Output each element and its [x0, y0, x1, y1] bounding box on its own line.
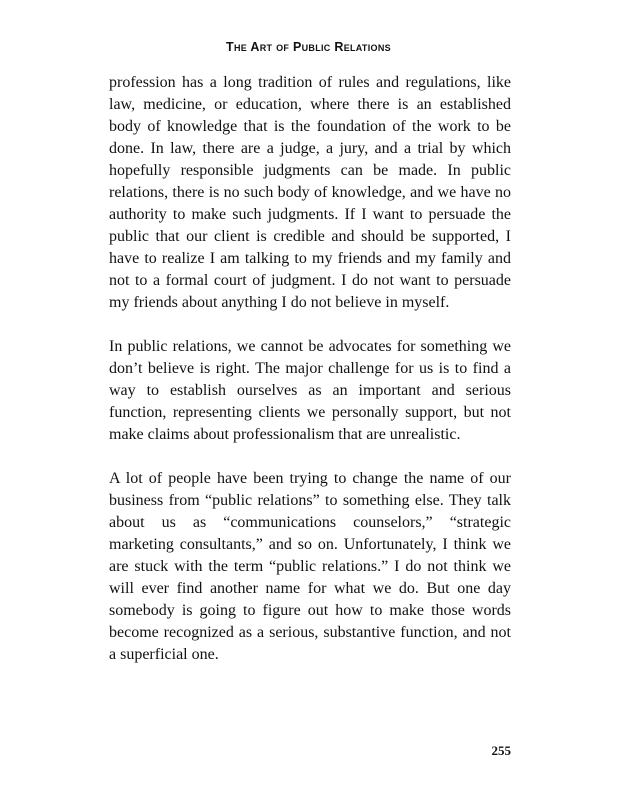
- paragraph-2: In public relations, we cannot be advocates for something we don’t believe is right. The major challenge for us is to find a way to establish ourselves as an important and serious function, representing clients we personally support, but not make claims about professionalism that are unrealistic.: [109, 338, 511, 443]
- page-number: 255: [491, 743, 511, 758]
- running-head: The Art of Public Relations: [226, 40, 391, 54]
- paragraph-3: A lot of people have been trying to change the name of our business from “public relations” to something else. They talk about us as “communications counselors,” “strategic marketing consultants,” and so on. Unfortunately, I think we are stuck with the term “public relations.” I do not think we will ever find another name for what we do. But one day somebody is going to figure out how to make those words become recognized as a serious, substantive function, and not a superficial one.: [109, 470, 511, 663]
- body-text: [109, 72, 511, 666]
- paragraph-1: profession has a long tradition of rules and regulations, like law, medicine, or education, where there is an established body of knowledge that is the foundation of the work to be done. In law, there are a judge, a jury, and a trial by which hopefully responsible judgments can be made. In public relations, there is no such body of knowledge, and we have no authority to make such judgments. If I want to persuade the public that our client is credible and should be supported, I have to realize I am talking to my friends and my family and not to a formal court of judgment. I do not want to persuade my friends about anything I do not believe in myself.: [109, 74, 511, 311]
